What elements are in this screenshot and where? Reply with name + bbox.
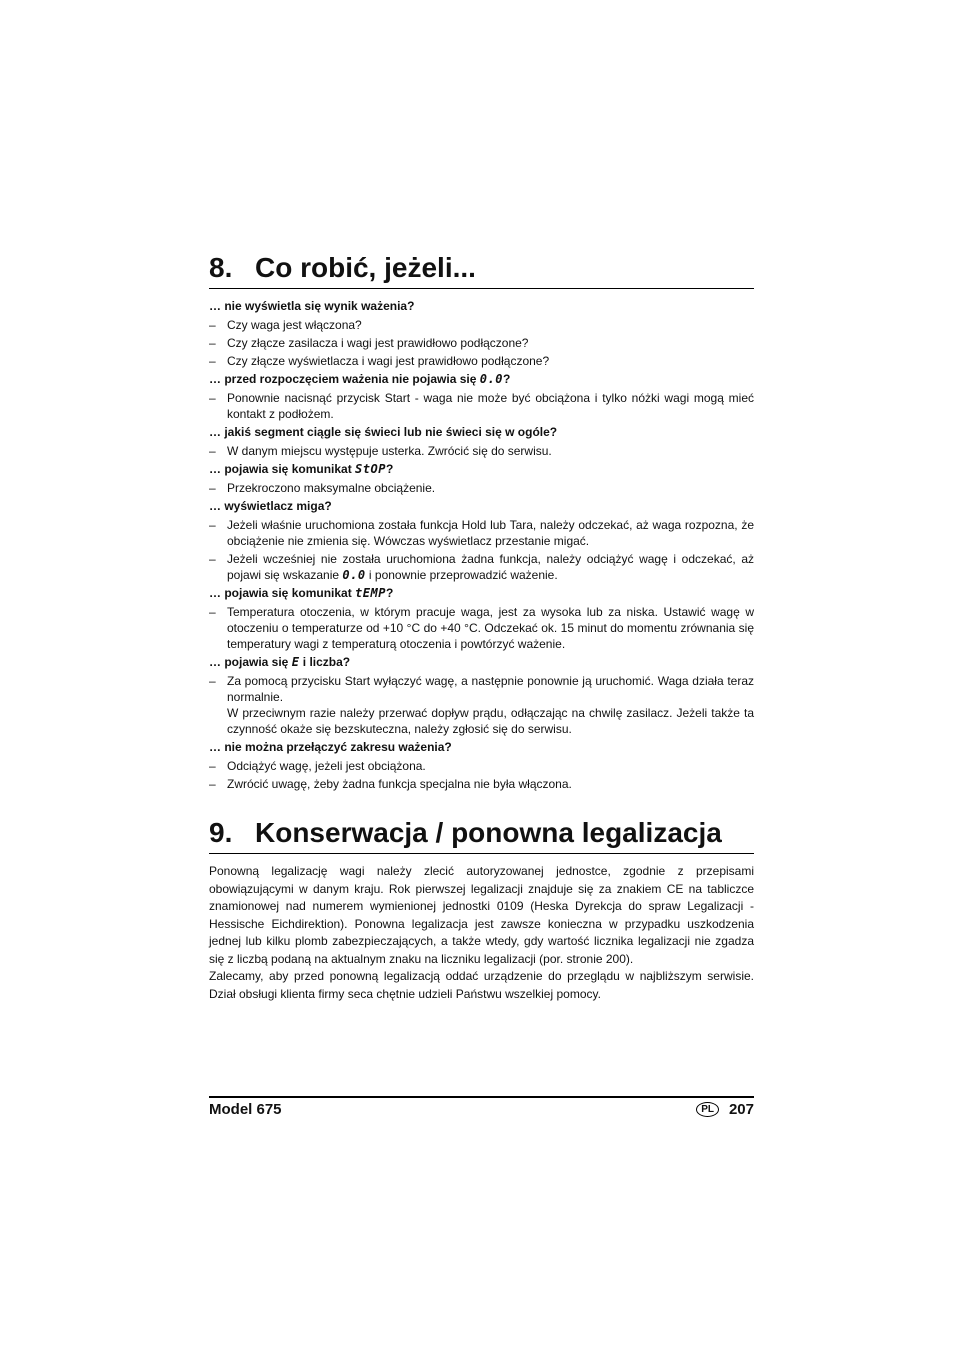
question-text: … wyświetlacz miga? [209, 499, 332, 513]
question [209, 371, 754, 388]
question-suffix: ? [385, 586, 394, 600]
display-segment-code: 0.0 [479, 372, 503, 386]
dash-bullet: – [209, 552, 216, 566]
section-9-number: 9. [209, 816, 233, 848]
language-badge: PL [696, 1102, 719, 1117]
section-9-title: Konserwacja / ponowna legalizacja [255, 816, 722, 848]
question-suffix: ? [385, 462, 394, 476]
display-segment-code: 0.0 [342, 568, 366, 582]
answer-text: Przekroczono maksymalne obciążenie. [227, 481, 436, 495]
answer-text: Ponownie nacisnąć przycisk Start - waga nie może być obciążona i tylko nóżki wagi mogą mieć kontakt z podłożem. [227, 391, 754, 421]
dash-bullet: – [209, 481, 216, 495]
answer-text: Jeżeli wcześniej nie została uruchomiona żadna funkcja, należy odciążyć wagę i odczekać, aż pojawi się wskazanie [227, 552, 754, 582]
question-text: … nie można przełączyć zakresu ważenia? [209, 740, 452, 754]
question [209, 461, 754, 478]
answer-item [209, 390, 754, 422]
dash-bullet: – [209, 318, 216, 332]
question-text: … pojawia się komunikat [209, 462, 356, 476]
question [209, 585, 754, 602]
section-9-heading [209, 816, 754, 854]
question-suffix: ? [502, 372, 511, 386]
footer-page-info [696, 1101, 754, 1118]
answer-item [209, 353, 754, 369]
answer-text: Temperatura otoczenia, w którym pracuje waga, jest za wysoka lub za niska. Ustawić wagę w otoczeniu o temperaturze od +10 °C do +40 °C. Odczekać ok. 15 minut do momentu zrównania się temperatury wagi z temperaturą otoczenia i powtórzyć ważenie. [227, 605, 754, 651]
answer-item [209, 480, 754, 496]
display-segment-code: tEMP [355, 586, 386, 600]
answer-text: Czy złącze zasilacza i wagi jest prawidłowo podłączone? [227, 336, 529, 350]
dash-bullet: – [209, 605, 216, 619]
answer-item [209, 776, 754, 792]
question [209, 654, 754, 671]
question [209, 498, 754, 515]
answer-text: Czy złącze wyświetlacza i wagi jest prawidłowo podłączone? [227, 354, 550, 368]
answer-text-continued: i ponownie przeprowadzić ważenie. [365, 568, 558, 582]
section-9-body [209, 863, 754, 1003]
question [209, 424, 754, 441]
dash-bullet: – [209, 391, 216, 405]
question-text: … nie wyświetla się wynik ważenia? [209, 299, 415, 313]
dash-bullet: – [209, 444, 216, 458]
question-suffix: i liczba? [299, 655, 351, 669]
dash-bullet: – [209, 354, 216, 368]
display-segment-code: StOP [355, 462, 386, 476]
section-8-heading [209, 251, 754, 289]
footer-model: Model 675 [209, 1101, 282, 1118]
dash-bullet: – [209, 777, 216, 791]
answer-item [209, 443, 754, 459]
page-number: 207 [728, 1101, 754, 1118]
dash-bullet: – [209, 759, 216, 773]
footer-rule [209, 1096, 754, 1098]
troubleshooting-list [209, 298, 754, 794]
answer-item [209, 604, 754, 652]
answer-text-continued: W przeciwnym razie należy przerwać dopływ prądu, odłączając na chwilę zasilacz. Jeżeli także ta czynność okaże się bezskuteczna, należy zgłosić się do serwisu. [227, 706, 754, 736]
answer-item [209, 758, 754, 774]
answer-text: Odciążyć wagę, jeżeli jest obciążona. [227, 759, 426, 773]
paragraph: Zalecamy, aby przed ponowną legalizacją oddać urządzenie do przeglądu w najbliższym serwisie. Dział obsługi klienta firmy seca chętnie udzieli Państwu wszelkiej pomocy. [209, 969, 754, 1001]
paragraph: Ponowną legalizację wagi należy zlecić autoryzowanej jednostce, zgodnie z przepisami obowiązującymi w danym kraju. Rok pierwszej legalizacji znajduje się za znakiem CE na tabliczce znamionowej nad numerem wymienionej jednostki 0109 (Heska Dyrekcja do spraw Legalizacji - Hessische Eichdirektion). Ponowna legalizacja jest zawsze konieczna w przypadku uszkodzenia jednej lub kilku plomb zabezpieczających, a także wtedy, gdy wartość licznika legalizacji nie zgadza się z liczbą podaną na aktualnym znaku na liczniku legalizacji (por. stronie 200). [209, 864, 754, 966]
answer-item [209, 673, 754, 737]
section-8-number: 8. [209, 251, 233, 283]
question-text: … przed rozpoczęciem ważenia nie pojawia się [209, 372, 480, 386]
question-text: … jakiś segment ciągle się świeci lub nie świeci się w ogóle? [209, 425, 558, 439]
dash-bullet: – [209, 674, 216, 688]
question-text: … pojawia się [209, 655, 292, 669]
question [209, 298, 754, 315]
answer-item [209, 551, 754, 583]
question [209, 739, 754, 756]
dash-bullet: – [209, 518, 216, 532]
answer-text: Za pomocą przycisku Start wyłączyć wagę, a następnie ponownie ją uruchomić. Waga działa teraz normalnie. [227, 674, 754, 704]
dash-bullet: – [209, 336, 216, 350]
question-text: … pojawia się komunikat [209, 586, 356, 600]
answer-item [209, 335, 754, 351]
answer-text: Jeżeli właśnie uruchomiona została funkcja Hold lub Tara, należy odczekać, aż waga rozpozna, że obciążenie nie zmienia się. Wówczas wyświetlacz przestanie migać. [227, 518, 754, 548]
answer-text: W danym miejscu występuje usterka. Zwrócić się do serwisu. [227, 444, 552, 458]
answer-item [209, 317, 754, 333]
answer-item [209, 517, 754, 549]
answer-text: Zwrócić uwagę, żeby żadna funkcja specjalna nie była włączona. [227, 777, 572, 791]
answer-text: Czy waga jest włączona? [227, 318, 362, 332]
display-segment-code: E [291, 655, 300, 669]
section-8-title: Co robić, jeżeli... [255, 251, 476, 283]
